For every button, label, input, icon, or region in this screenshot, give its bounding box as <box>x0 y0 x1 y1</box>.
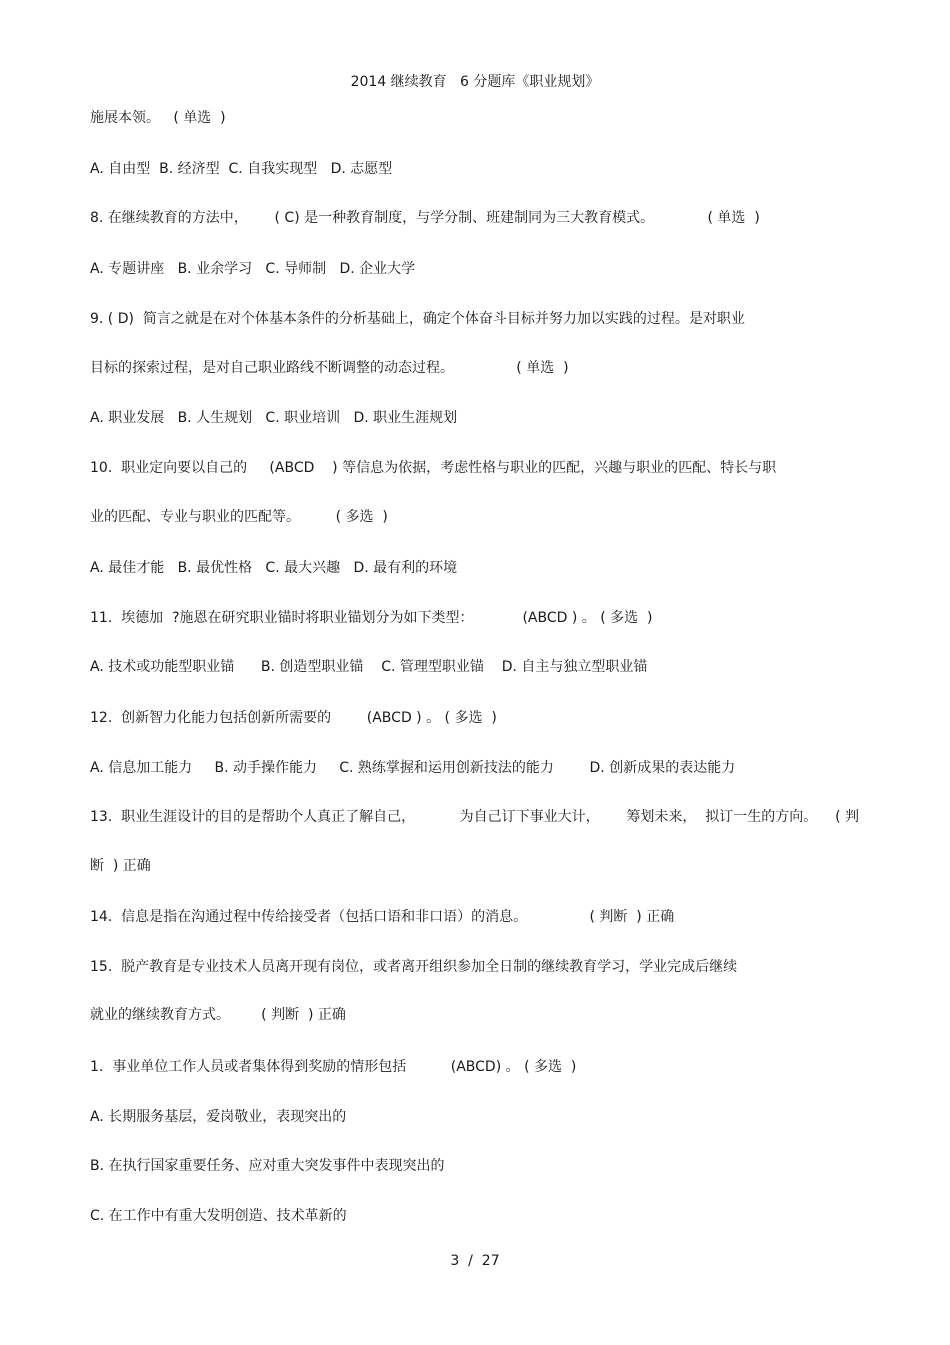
text-line: 15. 脱产教育是专业技术人员离开现有岗位，或者离开组织参加全日制的继续教育学习，学业完成后继续 <box>90 959 738 975</box>
text-line: A. 职业发展 B. 人生规划 C. 职业培训 D. 职业生涯规划 <box>90 410 458 426</box>
page-header-title: 2014 继续教育 6 分题库《职业规划》 <box>350 74 600 90</box>
text-line: A. 最佳才能 B. 最优性格 C. 最大兴趣 D. 最有利的环境 <box>90 560 458 576</box>
text-line: 14. 信息是指在沟通过程中传给接受者（包括口语和非口语）的消息。 ( 判断 ) 正确 <box>90 909 675 925</box>
text-line: 13. 职业生涯设计的目的是帮助个人真正了解自己， 为自己订下事业大计， 筹划未来， 拟订一生的方向。 ( 判 <box>90 809 859 825</box>
text-line: A. 信息加工能力 B. 动手操作能力 C. 熟练掌握和运用创新技法的能力 D. 创新成果的表达能力 <box>90 760 736 776</box>
text-line: 断 ) 正确 <box>90 858 151 874</box>
text-line: 就业的继续教育方式。 ( 判断 ) 正确 <box>90 1007 346 1023</box>
text-line: 10. 职业定向要以自己的 (ABCD ) 等信息为依据，考虑性格与职业的匹配，兴趣与职业的匹配、特长与职 <box>90 460 777 476</box>
text-line: 业的匹配、专业与职业的匹配等。 ( 多选 ) <box>90 509 388 525</box>
text-line: B. 在执行国家重要任务、应对重大突发事件中表现突出的 <box>90 1158 445 1174</box>
page-number: 3 / 27 <box>450 1253 500 1269</box>
text-line: 11. 埃德加 ?施恩在研究职业锚时将职业锚划分为如下类型： (ABCD ) 。 ( 多选 ) <box>90 610 653 626</box>
text-line: 12. 创新智力化能力包括创新所需要的 (ABCD ) 。 ( 多选 ) <box>90 710 497 726</box>
text-line: A. 专题讲座 B. 业余学习 C. 导师制 D. 企业大学 <box>90 261 416 277</box>
text-line: C. 在工作中有重大发明创造、技术革新的 <box>90 1208 347 1224</box>
text-line: 目标的探索过程，是对自己职业路线不断调整的动态过程。 ( 单选 ) <box>90 360 569 376</box>
text-line: 8. 在继续教育的方法中， ( C) 是一种教育制度，与学分制、班建制同为三大教育模式。 ( 单选 ) <box>90 210 760 226</box>
text-line: A. 长期服务基层，爱岗敬业，表现突出的 <box>90 1109 347 1125</box>
text-line: 1. 事业单位工作人员或者集体得到奖励的情形包括 (ABCD) 。 ( 多选 ) <box>90 1059 577 1075</box>
text-line: 施展本领。 ( 单选 ) <box>90 110 226 126</box>
text-line: A. 技术或功能型职业锚 B. 创造型职业锚 C. 管理型职业锚 D. 自主与独立型职业锚 <box>90 659 648 675</box>
text-line: A. 自由型 B. 经济型 C. 自我实现型 D. 志愿型 <box>90 161 393 177</box>
text-line: 9. ( D) 简言之就是在对个体基本条件的分析基础上，确定个体奋斗目标并努力加以实践的过程。是对职业 <box>90 311 745 327</box>
